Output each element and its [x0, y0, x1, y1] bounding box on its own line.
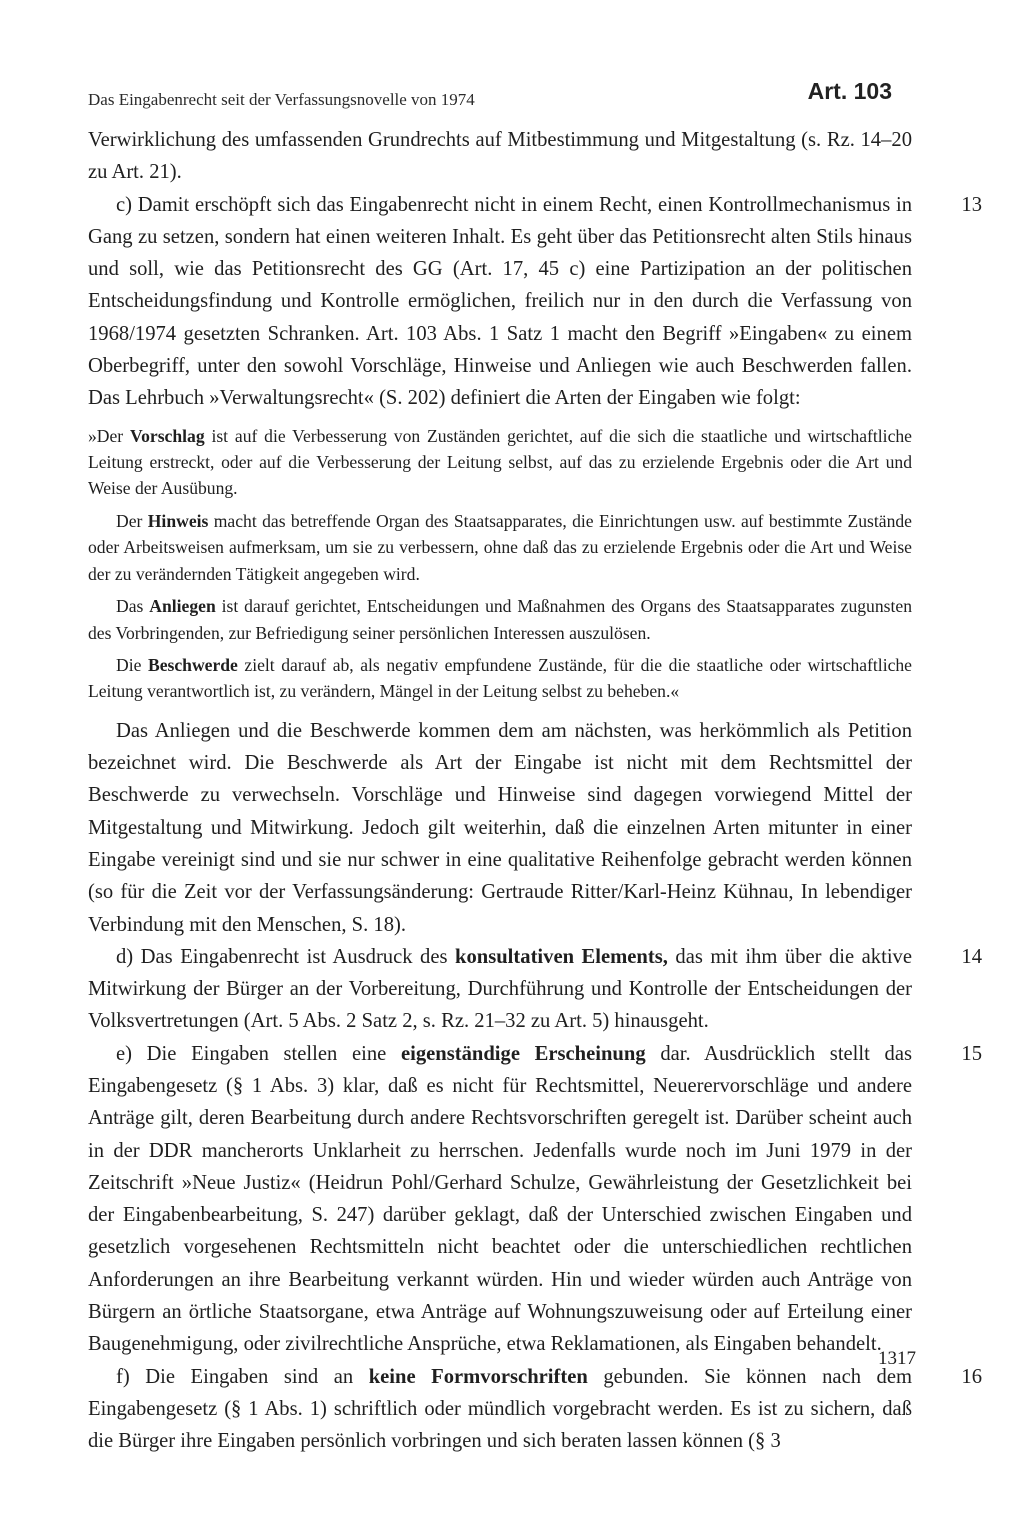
paragraph-16 [88, 1361, 982, 1458]
quote-hinweis [88, 508, 912, 587]
quote-text: Der [116, 510, 148, 531]
margin-number-13: 13 [961, 193, 982, 216]
margin-number-15: 15 [961, 1042, 982, 1065]
page-body [88, 124, 982, 1458]
margin-number-14: 14 [961, 945, 982, 968]
quote-vorschlag [88, 423, 912, 502]
paragraph-text: das mit ihm über die aktive Mitwirkung der Bürger an der Vorbereitung, Durchführung und Kontrolle der Entscheidungen der Volksvertretungen (Art. 5 Abs. 2 Satz 2, s. Rz. 21–32 zu Art. 5) hinausgeht. [88, 945, 912, 1033]
quote-text: zielt darauf ab, als negativ empfundene Zustände, für die die staatliche oder wirtschaftliche Leitung verantwortlich ist, zu verändern, Mängel in der Leitung selbst zu beheben.« [88, 654, 912, 702]
paragraph-after-quote: Das Anliegen und die Beschwerde kommen dem am nächsten, was herkömmlich als Petition bezeichnet wird. Die Beschwerde als Art der Eingabe ist nicht mit dem Rechtsmittel der Beschwerde zu verwechseln. Vorschläge und Hinweise sind dagegen vorwiegend Mittel der Mitgestaltung und Mitwirkung. Jedoch gilt weiterhin, daß die einzelnen Arten mitunter in einer Eingabe vereinigt sind und sie nur schwer in eine qualitative Reihenfolge gebracht werden können (so für die Zeit vor der Verfassungsänderung: Gertraude Ritter/Karl-Heinz Kühnau, In lebendiger Verbindung mit den Menschen, S. 18). [88, 719, 912, 936]
quote-beschwerde [88, 652, 912, 705]
quote-text: Die [116, 654, 148, 675]
paragraph-16-text [88, 1361, 912, 1458]
term-vorschlag: Vorschlag [130, 425, 205, 446]
page-number: 1317 [878, 1348, 916, 1369]
emphasis-eigenstaendig: eigenständige Erscheinung [400, 1042, 646, 1065]
emphasis-konsultativ: konsultativen Elements, [455, 945, 668, 968]
paragraph-15 [88, 1038, 982, 1361]
paragraph-text: dar. Ausdrücklich stellt das Eingabengesetz (§ 1 Abs. 3) klar, daß es nicht für Rechtsmittel, Neuerervorschläge und andere Anträge gilt, deren Bearbeitung durch andere Rechtsvorschriften geregelt ist. Darüber scheint auch in der DDR mancherorts Unklarheit zu herrschen. Jedenfalls wurde noch im Juni 1979 in der Zeitschrift »Neue Justiz« (Heidrun Pohl/Gerhard Schulze, Gewährleistung der Gesetzlichkeit bei der Eingabenbearbeitung, S. 247) darüber geklagt, daß der Unterschied zwischen Eingaben und gesetzlich vorgesehenen Rechtsmitteln nicht beachtet oder die unterschiedlichen rechtlichen Anforderungen an ihre Bearbeitung verkannt würden. Hin und wieder würden auch Anträge von Bürgern an örtliche Staatsorgane, etwa Anträge auf Wohnungszuweisung oder auf Erteilung einer Baugenehmigung, oder zivilrechtliche Ansprüche, etwa Reklamationen, als Eingaben behandelt. [88, 1042, 912, 1356]
term-anliegen: Anliegen [149, 596, 216, 617]
quote-anliegen [88, 593, 912, 646]
paragraph-13 [88, 189, 982, 415]
quote-text: Das [116, 596, 150, 617]
paragraph-text: gebunden. Sie können nach dem Eingabengesetz (§ 1 Abs. 1) schriftlich oder mündlich vorgebracht werden. Es ist zu sichern, daß die Bürger ihre Eingaben persönlich vorbringen und sich beraten lassen können (§ 3 [88, 1365, 912, 1453]
paragraph-text: f) Die Eingaben sind an [116, 1365, 369, 1388]
paragraph-14-text [88, 941, 912, 1038]
paragraph-continuation: Verwirklichung des umfassenden Grundrechts auf Mitbestimmung und Mitgestaltung (s. Rz. 14–20 zu Art. 21). [88, 129, 912, 184]
emphasis-formvorschriften: keine Formvorschriften [368, 1365, 588, 1388]
article-label: Art. 103 [807, 78, 892, 104]
quote-text: macht das betreffende Organ des Staatsapparates, die Einrichtungen usw. auf bestimmte Zustände oder Arbeitsweisen aufmerksam, um sie zu verbessern, ohne daß das zu erzielende Ergebnis oder die Art und Weise der zu verändernden Tätigkeit angegeben wird. [88, 510, 912, 584]
paragraph-text: d) Das Eingabenrecht ist Ausdruck des [116, 945, 456, 968]
paragraph-13-text: c) Damit erschöpft sich das Eingabenrecht nicht in einem Recht, einen Kontrollmechanismus in Gang zu setzen, sondern hat einen weiteren Inhalt. Es geht über das Petitionsrecht alten Stils hinaus und soll, wie das Petitionsrecht des GG (Art. 17, 45 c) eine Partizipation an der politischen Entscheidungsfindung und Kontrolle ermöglichen, freilich nur in den durch die Verfassung von 1968/1974 gesetzten Schranken. Art. 103 Abs. 1 Satz 1 macht den Begriff »Eingaben« zu einem Oberbegriff, unter den sowohl Vorschläge, Hinweise und Anliegen wie auch Beschwerden fallen. Das Lehrbuch »Verwaltungsrecht« (S. 202) definiert die Arten der Eingaben wie folgt: [88, 193, 912, 410]
quote-text: ist auf die Verbesserung von Zuständen gerichtet, auf die sich die staatliche und wirtschaftliche Leitung erstreckt, oder auf die Verbesserung der Leitung selbst, auf das zu erzielende Ergebnis oder die Art und Weise der Ausübung. [88, 425, 912, 499]
quote-text: ist darauf gerichtet, Entscheidungen und Maßnahmen des Organs des Staatsapparates zugunsten des Vorbringenden, zur Befriedigung seiner persönlichen Interessen auszulösen. [88, 596, 912, 643]
margin-number-16: 16 [961, 1365, 982, 1388]
definition-quote [88, 423, 912, 705]
paragraph-text: e) Die Eingaben stellen eine [116, 1042, 401, 1065]
term-beschwerde: Beschwerde [147, 654, 238, 675]
term-hinweis: Hinweis [147, 510, 209, 531]
running-title: Das Eingabenrecht seit der Verfassungsnovelle von 1974 [88, 90, 475, 109]
paragraph-15-text [88, 1038, 912, 1361]
paragraph-14 [88, 941, 982, 1038]
quote-text: »Der [88, 425, 130, 446]
